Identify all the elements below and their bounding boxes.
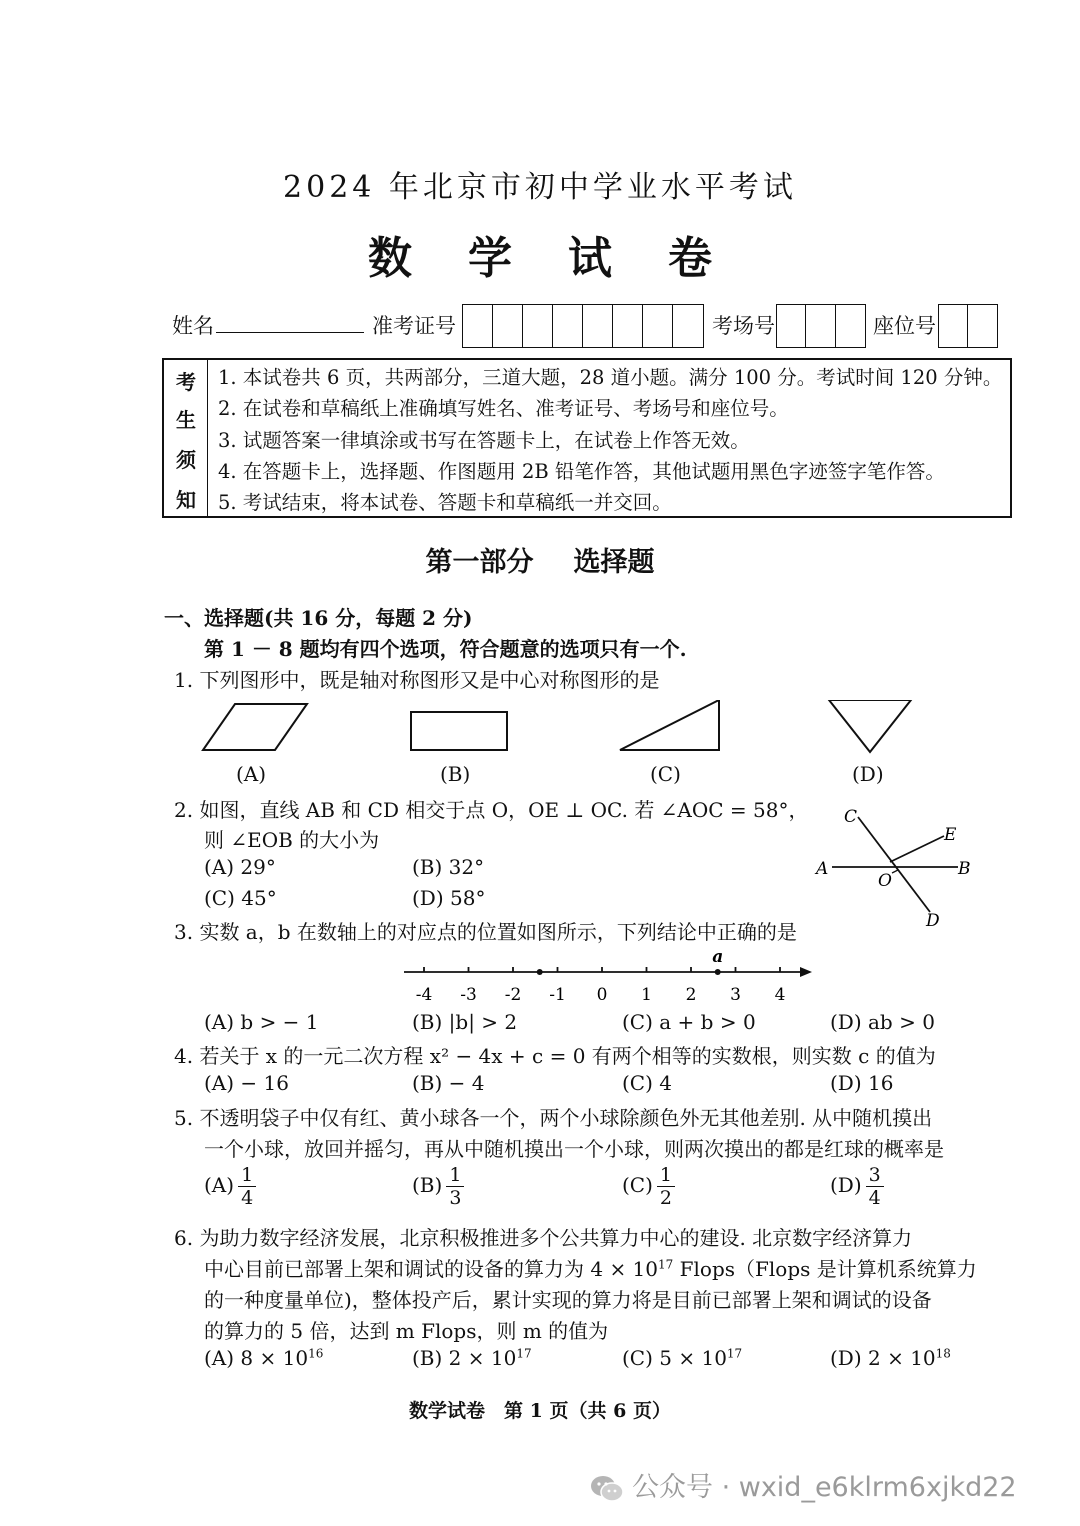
tick-label: 3 [730,985,741,1005]
q6-option-c[interactable]: (C) $5 \times 10^{17}$ [622,1346,743,1370]
q5-option-a[interactable]: (A) $\frac{1}{4}$ [204,1164,256,1209]
q1-option-d[interactable]: (D) [852,762,884,786]
label-b: B [958,859,971,879]
label-c: C [844,807,858,827]
notice-item: 5. 考试结束，将本试卷、答题卡和草稿纸一并交回。 [218,491,672,515]
section-part: 第一部分 [425,547,534,578]
q6-option-b[interactable]: (B) $2 \times 10^{17}$ [412,1346,532,1370]
q6-line3: 的一种度量单位)，整体投产后，累计实现的算力将是目前已部署上架和调试的设备 [204,1288,932,1312]
point-a-label: a [712,947,724,967]
ticket-number-boxes[interactable] [462,304,704,348]
q1-option-c[interactable]: (C) [650,762,681,786]
section-name: 选择题 [573,547,655,578]
tick-label: -2 [504,985,522,1005]
exam-title: 2024 年北京市初中学业水平考试 [283,170,797,205]
room-label: 考场号 [712,314,775,338]
q2-figure [810,800,980,932]
fraction: $\frac{3}{4}$ [866,1164,884,1209]
page-footer: 数学试卷 第 1 页（共 6 页） [409,1400,671,1422]
q2-option-c[interactable]: (C) 45° [204,886,277,910]
q5-option-d[interactable]: (D) $\frac{3}{4}$ [830,1164,884,1209]
q2-stem: 2. 如图，直线 AB 和 CD 相交于点 O，OE ⊥ OC. 若 ∠AOC = 58°， [174,798,809,822]
q6-line2: 中心目前已部署上架和调试的设备的算力为 $4 \times 10^{17}$ Flops（Flops 是计算机系统算力 [204,1257,977,1281]
tick-label: -4 [415,985,433,1005]
label-a: A [816,859,829,879]
subject-title [0,222,1080,286]
axis-arrow [800,967,812,977]
candidate-info-row [172,302,1002,350]
subject-char: 试 [568,233,612,284]
q3-number-line [398,944,818,1008]
notice-item: 4. 在答题卡上，选择题、作图题用 2B 铅笔作答，其他试题用黑色字迹签字笔作答。 [218,459,945,483]
fraction: $\frac{1}{3}$ [446,1164,464,1209]
point-b [537,969,543,975]
q1-shapes [195,700,935,760]
label-o: O [878,871,892,891]
tick-label: 0 [596,985,608,1005]
tick-label: 4 [774,985,786,1005]
q2-stem-line2: 则 ∠EOB 的大小为 [204,828,380,852]
right-triangle-shape [620,700,719,750]
q4-option-d[interactable]: (D) 16 [830,1071,894,1095]
q4-stem: 4. 若关于 x 的一元二次方程 x² − 4x + c = 0 有两个相等的实数根，则实数 c 的值为 [174,1044,936,1068]
q2-option-a[interactable]: (A) 29° [204,855,276,879]
section-heading: 一、选择题(共 16 分，每题 2 分) [164,606,473,630]
q3-option-c[interactable]: (C) a + b > 0 [622,1010,756,1034]
ticket-label: 准考证号 [372,314,456,338]
q1-option-a[interactable]: (A) [236,762,267,786]
q6-option-a[interactable]: (A) $8 \times 10^{16}$ [204,1346,324,1370]
q5-option-b[interactable]: (B) $\frac{1}{3}$ [412,1164,464,1209]
watermark [590,1465,1017,1504]
seat-number-boxes[interactable] [938,304,998,348]
q3-option-d[interactable]: (D) ab > 0 [830,1010,935,1034]
q6-line1: 6. 为助力数字经济发展，北京积极推进多个公共算力中心的建设. 北京数字经济算力 [174,1226,913,1250]
section-title [0,540,1080,579]
subject-char: 学 [468,233,512,284]
q5-stem-line2: 一个小球，放回并摇匀，再从中随机摸出一个小球，则两次摸出的都是红球的概率是 [204,1137,944,1161]
parallelogram-shape [203,704,307,750]
label-e: E [944,825,957,845]
tick-label: 2 [685,985,697,1005]
subject-char: 数 [368,233,412,284]
point-a [715,969,721,975]
q5-stem: 5. 不透明袋子中仅有红、黄小球各一个，两个小球除颜色外无其他差别. 从中随机摸出 [174,1106,933,1130]
room-number-boxes[interactable] [776,304,866,348]
q2-option-b[interactable]: (B) 32° [412,855,485,879]
q4-option-b[interactable]: (B) − 4 [412,1071,485,1095]
notice-side-label: 考 生 须 知 [164,360,208,516]
wechat-icon [590,1474,624,1504]
section-instruction: 第 1 － 8 题均有四个选项，符合题意的选项只有一个. [204,637,687,661]
seat-label: 座位号 [873,314,936,338]
notice-item: 3. 试题答案一律填涂或书写在答题卡上，在试卷上作答无效。 [218,428,750,452]
q6-option-d[interactable]: (D) $2 \times 10^{18}$ [830,1346,951,1370]
right-angle-mark [892,864,898,873]
q4-option-a[interactable]: (A) − 16 [204,1071,289,1095]
rectangle-shape [411,712,507,750]
subject-char: 卷 [668,233,712,284]
q5-option-c[interactable]: (C) $\frac{1}{2}$ [622,1164,675,1209]
q3-option-a[interactable]: (A) b > − 1 [204,1010,319,1034]
q6-line4: 的算力的 5 倍，达到 m Flops，则 m 的值为 [204,1319,609,1343]
q2-option-d[interactable]: (D) 58° [412,886,486,910]
tick-label: -1 [549,985,566,1005]
q3-option-b[interactable]: (B) |b| > 2 [412,1010,518,1034]
inverted-triangle-shape [829,700,911,752]
name-field[interactable] [216,332,364,333]
notice-item: 2. 在试卷和草稿纸上准确填写姓名、准考证号、考场号和座位号。 [218,397,789,421]
watermark-text: 公众号 · wxid_e6klrm6xjkd22 [632,1472,1017,1503]
fraction: $\frac{1}{2}$ [657,1164,675,1209]
q1-stem: 1. 下列图形中，既是轴对称图形又是中心对称图形的是 [174,668,660,692]
candidate-notice-box [162,358,1012,518]
ray-oe [890,836,944,862]
tick-label: 1 [641,985,652,1005]
name-label: 姓名 [172,314,214,338]
fraction: $\frac{1}{4}$ [238,1164,256,1209]
q1-option-b[interactable]: (B) [440,762,471,786]
q4-option-c[interactable]: (C) 4 [622,1071,672,1095]
label-d: D [926,911,940,931]
notice-items [218,362,1002,518]
notice-item: 1. 本试卷共 6 页，共两部分，三道大题，28 道小题。满分 100 分。考试时间 120 分钟。 [218,366,1003,389]
tick-label: -3 [460,985,477,1005]
q3-stem: 3. 实数 a，b 在数轴上的对应点的位置如图所示，下列结论中正确的是 [174,920,797,944]
